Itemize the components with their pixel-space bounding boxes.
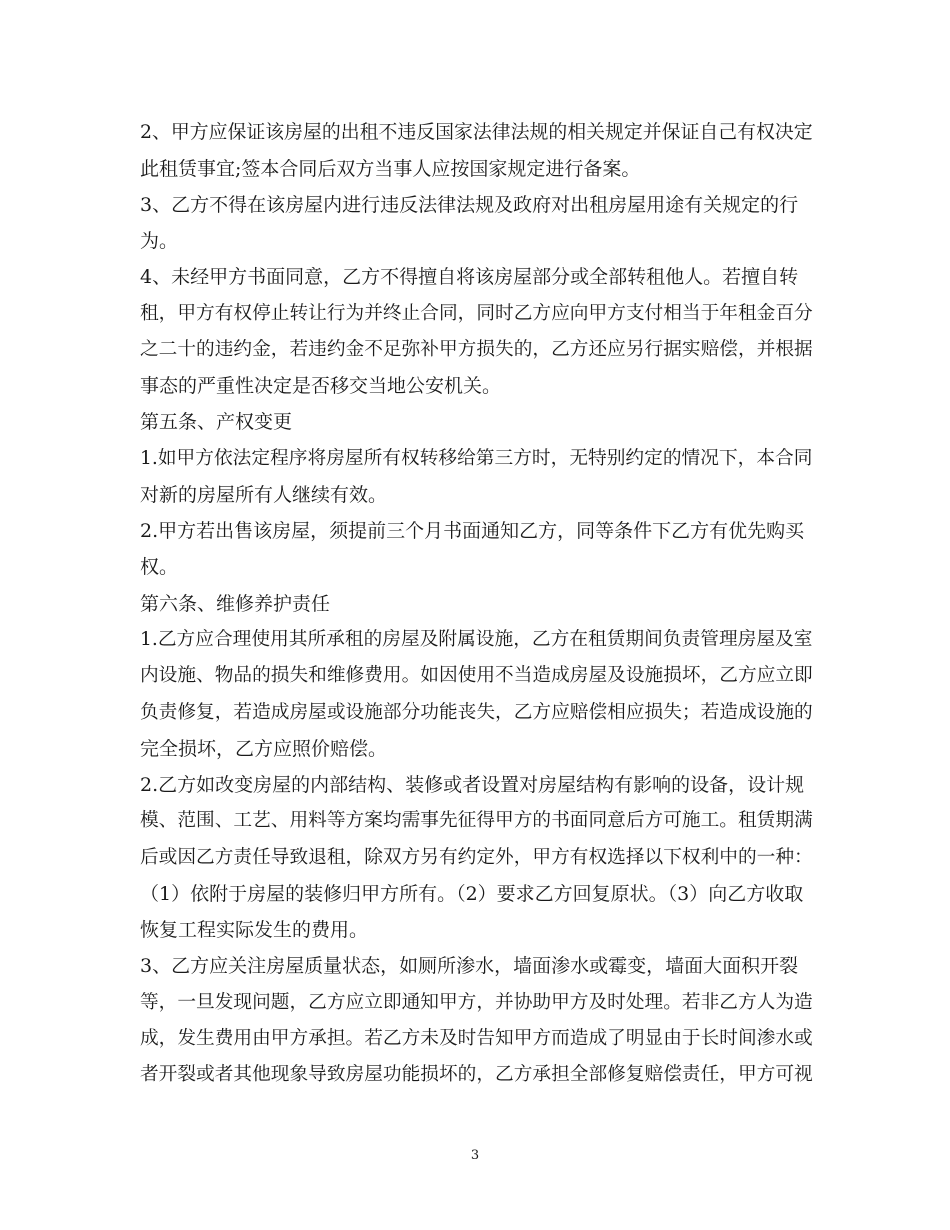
text-line: 恢复工程实际发生的费用。 <box>140 919 369 941</box>
text-line: 等，一旦发现问题，乙方应立即通知甲方，并协助甲方及时处理。若非乙方人为造 <box>140 992 813 1013</box>
section-heading: 第六条、维修养护责任 <box>140 593 331 615</box>
text-line: 2、甲方应保证该房屋的出租不违反国家法律法规的相关规定并保证自己有权决定 <box>140 121 813 143</box>
text-line: 事态的严重性决定是否移交当地公安机关。 <box>140 375 502 397</box>
text-line: （1）依附于房屋的装修归甲方所有。（2）要求乙方回复原状。（3）向乙方收取 <box>140 883 804 905</box>
text-line: 权。 <box>140 556 179 578</box>
text-line: 为。 <box>140 230 179 252</box>
text-line: 后或因乙方责任导致退租，除双方另有约定外，甲方有权选择以下权利中的一种： <box>140 847 813 868</box>
text-line: 之二十的违约金，若违约金不足弥补甲方损失的，乙方还应另行据实赔偿，并根据 <box>140 339 813 360</box>
text-line: 负责修复，若造成房屋或设施部分功能丧失，乙方应赔偿相应损失；若造成设施的 <box>140 702 813 723</box>
text-line: 2.乙方如改变房屋的内部结构、装修或者设置对房屋结构有影响的设备，设计规 <box>140 774 805 796</box>
text-line: 3、乙方不得在该房屋内进行违反法律法规及政府对出租房屋用途有关规定的行 <box>140 194 799 216</box>
text-line: 成，发生费用由甲方承担。若乙方未及时告知甲方而造成了明显由于长时间渗水或 <box>140 1028 813 1049</box>
text-line: 租，甲方有权停止转让行为并终止合同，同时乙方应向甲方支付相当于年租金百分 <box>140 303 813 324</box>
page-number: 3 <box>470 1148 480 1163</box>
section-heading: 第五条、产权变更 <box>140 411 293 433</box>
text-line: 内设施、物品的损失和维修费用。如因使用不当造成房屋及设施损坏，乙方应立即 <box>140 665 813 686</box>
text-line: 1.乙方应合理使用其所承租的房屋及附属设施，乙方在租赁期间负责管理房屋及室 <box>140 629 813 650</box>
text-line: 4、未经甲方书面同意，乙方不得擅自将该房屋部分或全部转租他人。若擅自转 <box>140 266 799 288</box>
text-line: 此租赁事宜;签本合同后双方当事人应按国家规定进行备案。 <box>140 158 641 180</box>
text-line: 完全损坏，乙方应照价赔偿。 <box>140 738 388 760</box>
text-line: 3、乙方应关注房屋质量状态，如厕所渗水，墙面渗水或霉变，墙面大面积开裂 <box>140 955 799 977</box>
text-line: 者开裂或者其他现象导致房屋功能损坏的，乙方承担全部修复赔偿责任，甲方可视 <box>140 1064 813 1085</box>
text-line: 模、范围、工艺、用料等方案均需事先征得甲方的书面同意后方可施工。租赁期满 <box>140 810 813 831</box>
text-line: 对新的房屋所有人继续有效。 <box>140 484 388 506</box>
text-line: 2.甲方若出售该房屋，须提前三个月书面通知乙方，同等条件下乙方有优先购买 <box>140 520 805 542</box>
text-line: 1.如甲方依法定程序将房屋所有权转移给第三方时，无特别约定的情况下，本合同 <box>140 448 813 469</box>
